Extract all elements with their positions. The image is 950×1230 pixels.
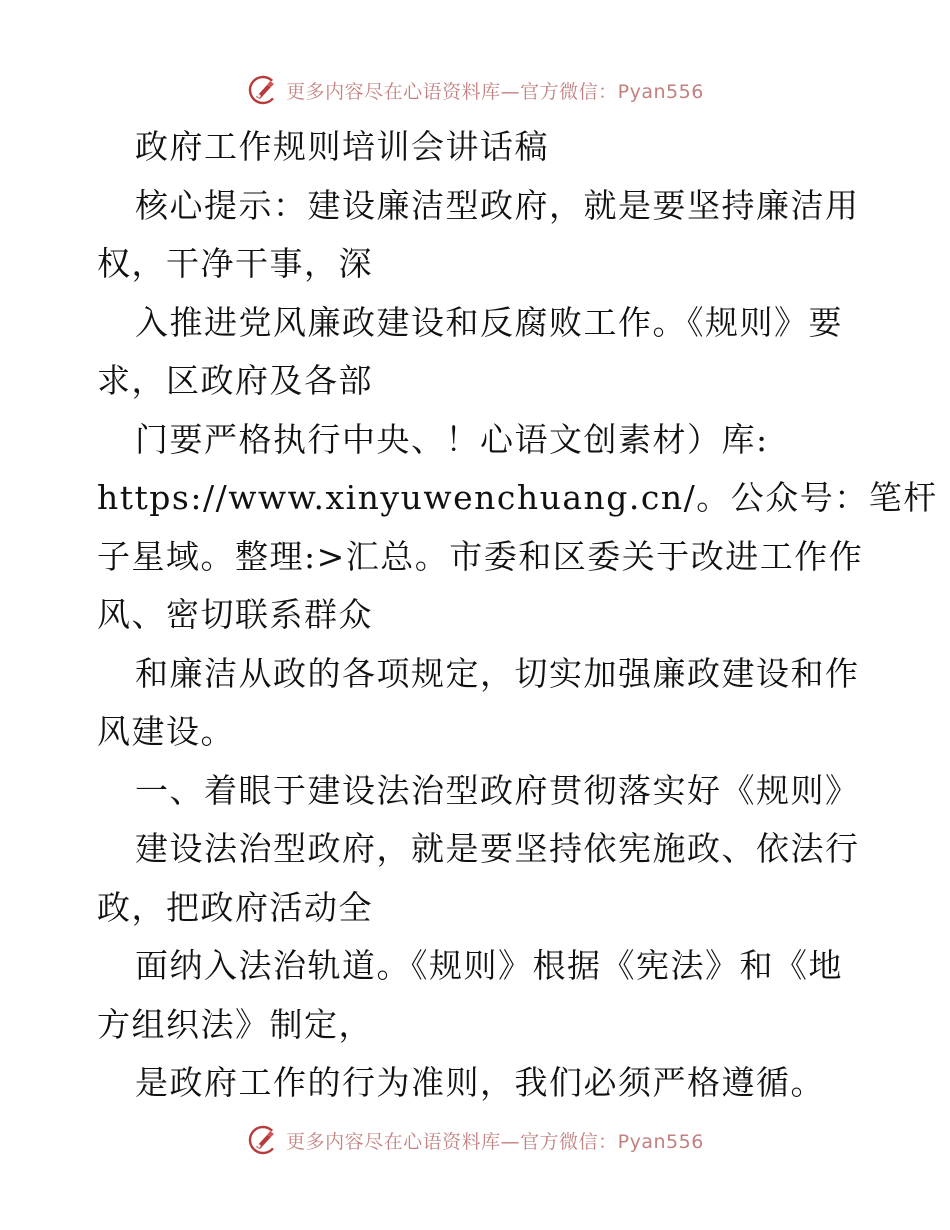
document-line: https://www.xinyuwenchuang.cn/。公众号：笔杆 [97,478,938,517]
document-line: 门要严格执行中央、！心语文创素材）库: [135,419,769,459]
document-line: 和廉洁从政的各项规定，切实加强廉政建设和作 [135,653,860,693]
document-line: 风、密切联系群众 [97,595,373,634]
document-line: 政，把政府活动全 [97,887,373,927]
document-body [97,118,938,1113]
document-line: 建设法治型政府，就是要坚持依宪施政、依法行 [135,829,860,868]
pen-nib-logo-icon [246,1123,280,1157]
document-line: 求，区政府及各部 [97,361,373,400]
document-line: 风建设。 [97,712,235,751]
document-line: 入推进党风廉政建设和反腐败工作。《规则》要 [135,302,843,342]
document-line: 是政府工作的行为准则，我们必须严格遵循。 [135,1063,825,1102]
document-line: 面纳入法治轨道。《规则》根据《宪法》和《地 [135,946,843,985]
document-line: 政府工作规则培训会讲话稿 [135,127,549,166]
banner-text: 更多内容尽在心语资料库—官方微信：Pyan556 [286,1130,704,1153]
document-line: 一、着眼于建设法治型政府贯彻落实好《规则》 [135,770,860,810]
pen-nib-logo-icon [246,73,280,107]
footer-banner [0,1120,950,1160]
document-line: 方组织法》制定， [97,1004,373,1044]
document-line: 子星域。整理:>汇总。市委和区委关于改进工作作 [97,536,864,576]
document-line: 核心提示：建设廉洁型政府，就是要坚持廉洁用 [135,185,860,225]
header-banner [0,70,950,110]
banner-text: 更多内容尽在心语资料库—官方微信：Pyan556 [286,80,704,103]
document-line: 权，干净干事，深 [97,244,373,283]
